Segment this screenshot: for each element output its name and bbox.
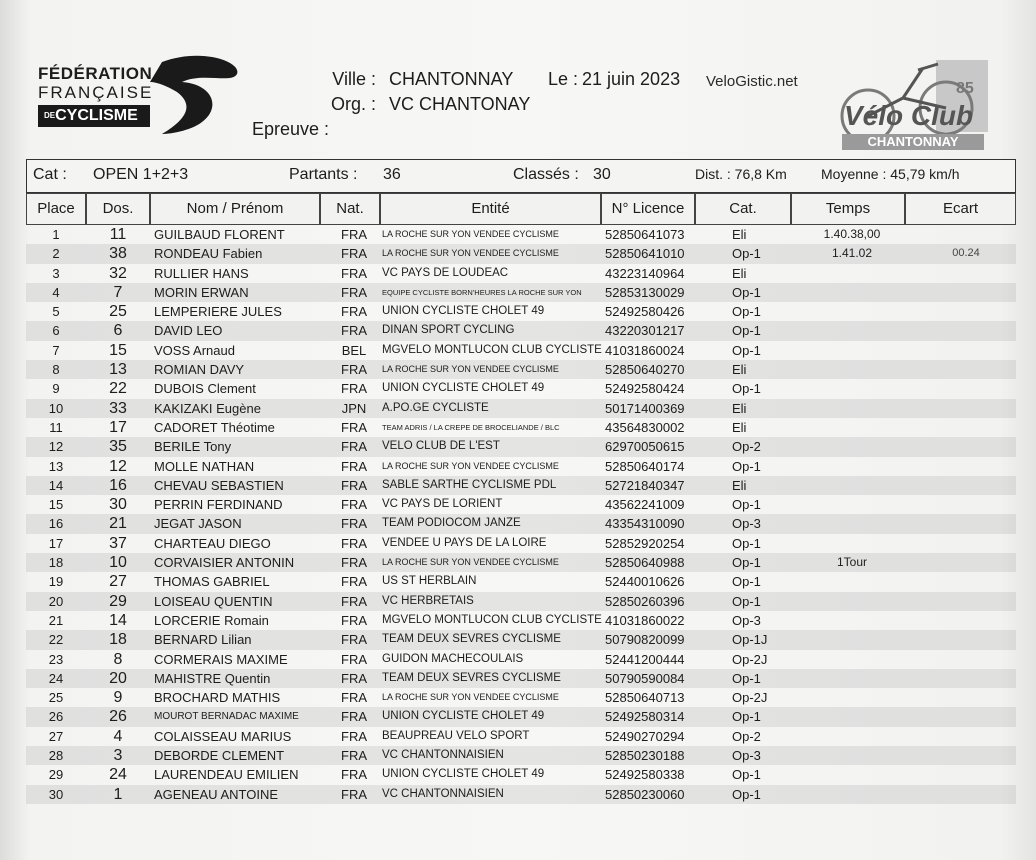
col-nat: Nat. [320,193,380,225]
cell-nom-prenom: VOSS Arnaud [154,342,235,358]
cell-entite: TEAM PODIOCOM JANZE [382,517,521,530]
cell-dossard: 18 [109,631,127,649]
cell-place: 10 [48,400,64,416]
table-row [26,534,1016,553]
cell-licence: 52850640988 [605,555,685,571]
cell-place: 21 [48,612,64,628]
date-value: 21 juin 2023 [582,69,681,89]
org-label: Org. : [330,94,376,114]
cell-licence: 52850640174 [605,458,685,474]
cell-licence: 52850230060 [605,786,685,802]
cell-nationalite: FRA [341,477,367,493]
cell-dossard: 13 [109,361,127,379]
table-row [26,225,1016,244]
cell-dossard: 20 [109,669,127,687]
cell-entite: VELO CLUB DE L'EST [382,440,500,453]
cell-dossard: 6 [113,322,123,340]
cell-dossard: 9 [113,689,123,707]
cell-place: 1 [52,227,60,242]
cell-dossard: 12 [109,457,127,475]
club-logo-sub: CHANTONNAY [842,134,984,150]
col-cat: Cat. [695,193,791,225]
cell-categorie: Op-1 [732,304,761,320]
table-row [26,592,1016,611]
cell-entite: VC CHANTONNAISIEN [382,787,504,800]
cell-entite: GUIDON MACHECOULAIS [382,652,524,665]
table-row [26,476,1016,495]
cell-nationalite: FRA [341,767,367,783]
cell-categorie: Op-1 [732,670,761,686]
cell-dossard: 7 [113,283,123,301]
cell-nationalite: FRA [341,284,367,300]
cell-licence: 52850640270 [605,362,685,378]
cell-nationalite: FRA [341,632,367,648]
table-row [26,244,1016,263]
cell-licence: 52850230188 [605,748,685,764]
cell-nom-prenom: ROMIAN DAVY [154,362,245,378]
cell-categorie: Eli [732,400,747,416]
ffc-line3 [38,105,150,127]
cell-licence: 52850641073 [605,227,685,242]
cell-nationalite: FRA [341,555,367,571]
cell-place: 6 [52,323,60,339]
cell-dossard: 35 [109,438,127,456]
table-row [26,669,1016,688]
cell-nom-prenom: CHEVAU SEBASTIEN [154,477,284,493]
cell-licence: 50171400369 [605,400,685,416]
cell-dossard: 38 [109,245,127,263]
cell-place: 26 [48,709,64,725]
cell-entite: LA ROCHE SUR YON VENDEE CYCLISME [382,364,559,375]
cell-entite: BEAUPREAU VELO SPORT [382,729,530,742]
cell-dossard: 4 [113,727,123,745]
table-row [26,302,1016,321]
cell-dossard: 32 [109,264,127,282]
cell-entite: US ST HERBLAIN [382,575,477,588]
table-row [26,765,1016,784]
col-ecart: Ecart [905,193,1016,225]
cell-place: 29 [48,767,64,783]
cell-entite: TEAM ADRIS / LA CREPE DE BROCELIANDE / BLC [382,422,560,432]
cell-place: 12 [48,439,64,455]
cell-place: 17 [48,535,64,551]
cell-place: 23 [48,651,64,667]
cell-entite: VC CHANTONNAISIEN [382,749,504,762]
cell-categorie: Op-1 [732,709,761,725]
cell-entite: SABLE SARTHE CYCLISME PDL [382,478,557,491]
cell-place: 13 [48,458,64,474]
cell-entite: MGVELO MONTLUCON CLUB CYCLISTE [382,343,602,356]
cell-nationalite: JPN [341,400,367,416]
table-row [26,264,1016,283]
cell-categorie: Op-1 [732,555,761,571]
cell-categorie: Op-3 [732,612,761,628]
cell-nationalite: FRA [341,304,367,320]
cell-entite: TEAM DEUX SEVRES CYCLISME [382,671,561,684]
cell-dossard: 24 [109,766,127,784]
cell-licence: 43564830002 [605,419,685,435]
cell-nationalite: FRA [341,227,367,242]
cell-dossard: 3 [113,747,123,765]
ffc-cyclisme: CYCLISME [55,107,138,125]
cell-entite: UNION CYCLISTE CHOLET 49 [382,768,545,781]
cell-entite: UNION CYCLISTE CHOLET 49 [382,305,545,318]
cell-nom-prenom: MORIN ERWAN [154,284,249,300]
table-header [26,193,1016,225]
cell-categorie: Op-1J [732,632,768,648]
cell-categorie: Eli [732,265,747,281]
cell-licence: 52490270294 [605,728,685,744]
table-body [26,225,1016,804]
cell-entite: UNION CYCLISTE CHOLET 49 [382,710,545,723]
cell-dossard: 16 [109,476,127,494]
cell-entite: MGVELO MONTLUCON CLUB CYCLISTE [382,613,602,626]
moyenne: Moyenne : 45,79 km/h [821,166,960,182]
cell-ecart: 00.24 [952,247,980,260]
table-row [26,379,1016,398]
table-row [26,341,1016,360]
table-row [26,495,1016,514]
cell-categorie: Op-1 [732,458,761,474]
cell-nationalite: FRA [341,497,367,513]
cell-nom-prenom: MAHISTRE Quentin [154,670,271,686]
cell-entite: A.PO.GE CYCLISTE [382,401,489,414]
cell-nationalite: FRA [341,748,367,764]
table-row [26,399,1016,418]
cell-dossard: 26 [109,708,127,726]
cat-value: OPEN 1+2+3 [93,166,189,183]
classes-value: 30 [593,166,611,183]
cell-nom-prenom: CORMERAIS MAXIME [154,651,288,667]
cell-categorie: Op-1 [732,381,761,397]
col-entite: Entité [380,193,601,225]
cell-nom-prenom: CORVAISIER ANTONIN [154,555,295,571]
cell-categorie: Eli [732,419,747,435]
cell-place: 27 [48,728,64,744]
cell-nationalite: FRA [341,670,367,686]
cell-entite: EQUIPE CYCLISTE BORN'HEURES LA ROCHE SUR YON [382,287,582,297]
cell-licence: 52721840347 [605,477,685,493]
ville-label: Ville : [332,69,376,89]
cell-nom-prenom: CHARTEAU DIEGO [154,535,271,551]
cell-categorie: Op-2J [732,651,768,667]
table-row [26,707,1016,726]
cell-dossard: 10 [109,554,127,572]
cell-place: 3 [52,265,60,281]
cell-licence: 43223140964 [605,265,685,281]
ffc-logo [38,64,248,138]
cell-entite: LA ROCHE SUR YON VENDEE CYCLISME [382,229,559,239]
cell-place: 24 [48,670,64,686]
cell-dossard: 30 [109,496,127,514]
cell-nationalite: FRA [341,690,367,706]
cell-categorie: Op-1 [732,593,761,609]
cell-nom-prenom: LORCERIE Romain [154,612,269,628]
cat-label: Cat : [33,166,67,183]
cell-licence: 52492580426 [605,304,685,320]
cell-nom-prenom: DUBOIS Clement [154,381,256,397]
cell-dossard: 11 [109,226,127,243]
cell-place: 20 [48,593,64,609]
cell-dossard: 25 [109,303,127,321]
cell-categorie: Op-2J [732,690,768,706]
club-logo-name: Vélo Club [844,100,974,131]
cell-nationalite: FRA [341,246,367,262]
cell-nom-prenom: AGENEAU ANTOINE [154,786,279,802]
cell-nom-prenom: KAKIZAKI Eugène [154,400,261,416]
cell-nom-prenom: LAURENDEAU EMILIEN [154,767,299,783]
cell-place: 8 [52,362,60,378]
cell-licence: 52852920254 [605,535,685,551]
partants-label: Partants : [289,166,358,183]
cell-nom-prenom: RULLIER HANS [154,265,249,281]
cell-licence: 43220301217 [605,323,685,339]
table-row [26,283,1016,302]
cell-nom-prenom: JEGAT JASON [154,516,242,532]
cell-categorie: Eli [732,362,747,378]
cell-entite: LA ROCHE SUR YON VENDEE CYCLISME [382,248,559,259]
cell-place: 22 [48,632,64,648]
cell-dossard: 29 [109,592,127,610]
cell-licence: 52441200444 [605,651,685,667]
date-label: Le : [548,69,579,89]
distance: Dist. : 76,8 Km [695,166,787,182]
cell-nationalite: FRA [341,439,367,455]
cell-entite: VC PAYS DE LORIENT [382,498,503,511]
table-row [26,572,1016,591]
table-row [26,360,1016,379]
cell-categorie: Op-1 [732,342,761,358]
cell-entite: VC HERBRETAIS [382,594,474,607]
col-place: Place [26,193,86,225]
cell-entite: VENDEE U PAYS DE LA LOIRE [382,536,547,549]
cell-nationalite: FRA [341,265,367,281]
cell-temps: 1.40.38,00 [823,227,881,241]
cell-licence: 41031860022 [605,612,685,628]
cell-dossard: 8 [113,650,123,668]
ffc-de: DE [44,111,56,120]
velo-club-logo [828,58,990,154]
cell-entite: VC PAYS DE LOUDEAC [382,266,509,279]
cell-categorie: Op-1 [732,497,761,513]
cell-nom-prenom: DEBORDE CLEMENT [154,748,285,764]
table-row [26,321,1016,340]
table-row [26,457,1016,476]
cell-licence: 52492580338 [605,767,685,783]
table-row [26,650,1016,669]
cell-nom-prenom: GUILBAUD FLORENT [154,227,285,242]
ffc-line2: FRANÇAISE [38,83,154,102]
cell-nom-prenom: MOUROT BERNADAC MAXIME [154,711,299,723]
cell-nationalite: BEL [341,342,367,358]
cell-nationalite: FRA [341,362,367,378]
cell-place: 2 [52,246,60,262]
cell-place: 25 [48,690,64,706]
cell-entite: LA ROCHE SUR YON VENDEE CYCLISME [382,557,559,568]
cell-categorie: Op-1 [732,574,761,590]
table-row [26,437,1016,456]
cell-categorie: Op-3 [732,516,761,532]
cell-licence: 52853130029 [605,284,685,300]
cell-nationalite: FRA [341,419,367,435]
cell-nationalite: FRA [341,709,367,725]
col-temps: Temps [791,193,905,225]
cell-dossard: 15 [109,341,127,359]
cell-nom-prenom: PERRIN FERDINAND [154,497,283,513]
table-row [26,727,1016,746]
col-licence: N° Licence [601,193,695,225]
cell-categorie: Op-1 [732,284,761,300]
cell-categorie: Op-2 [732,728,761,744]
cell-licence: 43354310090 [605,516,685,532]
cell-dossard: 21 [109,515,127,533]
cell-licence: 50790820099 [605,632,685,648]
cell-place: 16 [48,516,64,532]
cell-categorie: Op-1 [732,786,761,802]
cell-licence: 43562241009 [605,497,685,513]
cell-dossard: 14 [109,611,127,629]
cell-nom-prenom: BERNARD Lilian [154,632,252,648]
cell-categorie: Op-1 [732,246,761,262]
ffc-swoosh-icon [142,52,252,134]
cell-licence: 52440010626 [605,574,685,590]
col-name: Nom / Prénom [150,193,320,225]
table-row [26,418,1016,437]
col-dos: Dos. [86,193,150,225]
table-row [26,688,1016,707]
ville-value: CHANTONNAY [389,69,514,89]
cell-entite: LA ROCHE SUR YON VENDEE CYCLISME [382,460,559,471]
cell-nationalite: FRA [341,516,367,532]
cell-nom-prenom: CADORET Théotime [154,419,275,435]
cell-nom-prenom: LOISEAU QUENTIN [154,593,273,609]
cell-nationalite: FRA [341,593,367,609]
race-info-bar [26,159,1016,193]
table-row [26,553,1016,572]
table-row [26,611,1016,630]
partants-value: 36 [383,166,401,183]
cell-place: 19 [48,574,64,590]
cell-nom-prenom: MOLLE NATHAN [154,458,255,474]
cell-place: 5 [52,304,60,320]
cell-nationalite: FRA [341,612,367,628]
cell-licence: 52850260396 [605,593,685,609]
cell-entite: TEAM DEUX SEVRES CYCLISME [382,633,561,646]
cell-nom-prenom: COLAISSEAU MARIUS [154,728,292,744]
cell-categorie: Eli [732,227,747,242]
table-row [26,785,1016,804]
epreuve-label: Epreuve : [252,119,330,139]
cell-dossard: 27 [109,573,127,591]
cell-nom-prenom: BROCHARD MATHIS [154,690,281,706]
cell-place: 4 [52,284,60,300]
cell-licence: 62970050615 [605,439,685,455]
cell-nationalite: FRA [341,786,367,802]
cell-licence: 52850641010 [605,246,685,262]
cell-licence: 41031860024 [605,342,685,358]
website-label: VeloGistic.net [706,73,798,90]
cell-dossard: 37 [109,534,127,552]
cell-entite: DINAN SPORT CYCLING [382,324,515,337]
cell-nom-prenom: RONDEAU Fabien [154,246,263,262]
ffc-line1: FÉDÉRATION [38,64,153,83]
table-row [26,746,1016,765]
cell-nationalite: FRA [341,651,367,667]
table-row [26,630,1016,649]
club-logo-number: 85 [956,80,974,97]
cell-nationalite: FRA [341,535,367,551]
cell-nationalite: FRA [341,323,367,339]
cell-place: 15 [48,497,64,513]
cell-temps: 1.41.02 [831,246,873,261]
cell-dossard: 1 [113,785,123,803]
cell-nom-prenom: DAVID LEO [154,323,223,339]
cell-place: 9 [52,381,60,397]
cell-licence: 52492580424 [605,381,685,397]
cell-nationalite: FRA [341,574,367,590]
cell-categorie: Op-2 [732,439,761,455]
cell-licence: 52850640713 [605,690,685,706]
results-table [26,193,1016,804]
cell-nationalite: FRA [341,458,367,474]
cell-nom-prenom: BERILE Tony [154,439,232,455]
cell-categorie: Op-1 [732,767,761,783]
cell-place: 30 [48,786,64,802]
cell-nom-prenom: THOMAS GABRIEL [154,574,270,590]
cell-temps: 1Tour [836,555,868,570]
cell-nationalite: FRA [341,381,367,397]
cell-dossard: 17 [109,418,127,436]
cell-entite: LA ROCHE SUR YON VENDEE CYCLISME [382,692,559,703]
cell-categorie: Op-3 [732,748,761,764]
cell-licence: 50790590084 [605,670,685,686]
cell-place: 28 [48,748,64,764]
cell-place: 18 [48,555,64,571]
cell-nom-prenom: LEMPERIERE JULES [154,304,282,320]
cell-dossard: 33 [109,399,127,417]
cell-licence: 52492580314 [605,709,685,725]
cell-categorie: Op-1 [732,323,761,339]
classes-label: Classés : [513,166,579,183]
table-row [26,514,1016,533]
org-value: VC CHANTONAY [389,94,531,114]
cell-entite: UNION CYCLISTE CHOLET 49 [382,382,545,395]
cell-place: 14 [48,477,64,493]
cell-dossard: 22 [109,380,127,398]
cell-categorie: Eli [732,477,747,493]
cell-categorie: Op-1 [732,535,761,551]
cell-nationalite: FRA [341,728,367,744]
cell-place: 11 [49,419,63,435]
cell-place: 7 [52,342,60,358]
